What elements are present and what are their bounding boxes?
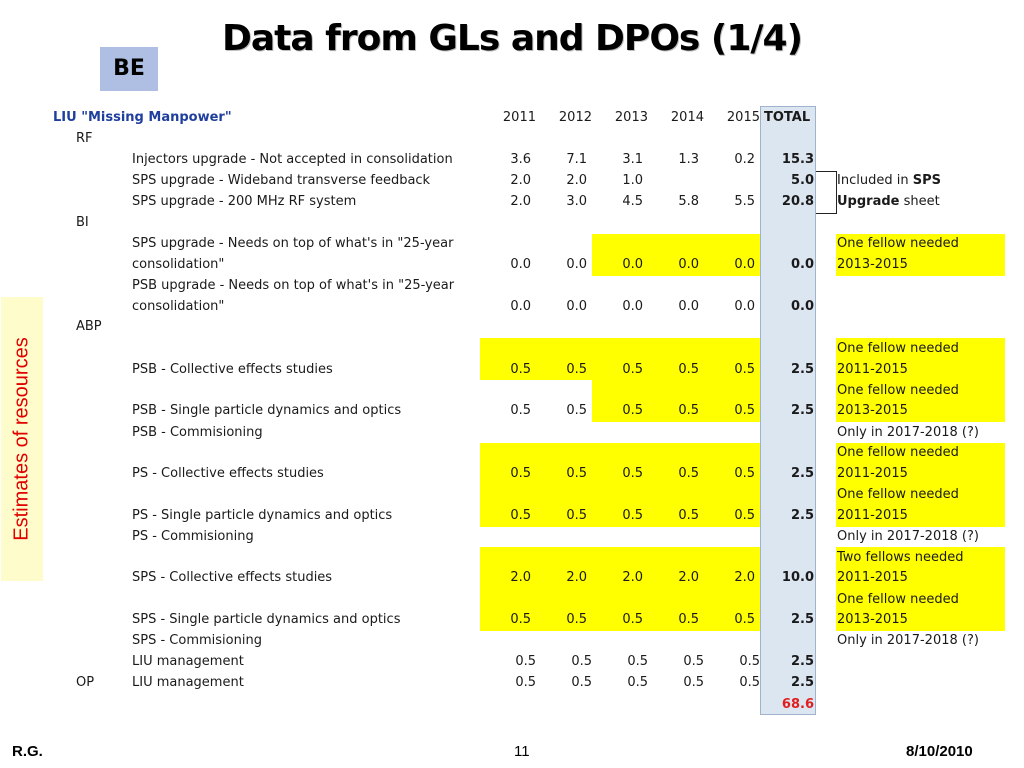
row-note-line1: One fellow needed — [837, 236, 959, 251]
row-note-line2: 2013-2015 — [837, 257, 908, 272]
row-note-line2: 2011-2015 — [837, 362, 908, 377]
row-value: 0.5 — [627, 675, 648, 690]
row-label: PSB - Commisioning — [132, 425, 263, 440]
footer-page-number: 11 — [514, 743, 530, 760]
row-label: PSB - Collective effects studies — [132, 362, 333, 377]
row-value: 0.5 — [510, 508, 531, 523]
row-value: 0.5 — [734, 508, 755, 523]
group-label-bi: BI — [76, 215, 89, 230]
row-label: LIU management — [132, 675, 244, 690]
row-value: 5.5 — [734, 194, 755, 209]
row-note-line1: One fellow needed — [837, 487, 959, 502]
row-note-line2: 2011-2015 — [837, 466, 908, 481]
row-value: 0.5 — [678, 466, 699, 481]
year-header: 2014 — [670, 110, 704, 125]
row-value: 2.0 — [622, 570, 643, 585]
row-value: 0.5 — [566, 612, 587, 627]
row-label: LIU management — [132, 654, 244, 669]
row-value: 0.5 — [566, 508, 587, 523]
rf-note-line2 — [837, 192, 940, 212]
row-value: 0.0 — [734, 299, 755, 314]
rf-note-bold1: SPS — [912, 173, 941, 188]
row-value: 1.0 — [622, 173, 643, 188]
table-header-label: LIU "Missing Manpower" — [53, 110, 232, 125]
row-value: 0.0 — [510, 299, 531, 314]
sidebar-label: Estimates of resources — [10, 337, 33, 541]
row-value: 3.1 — [622, 152, 643, 167]
row-value: 0.5 — [734, 403, 755, 418]
row-value: 0.5 — [678, 612, 699, 627]
row-value: 0.5 — [510, 403, 531, 418]
year-header: 2015 — [726, 110, 760, 125]
row-value: 2.0 — [510, 570, 531, 585]
group-label-abp: ABP — [76, 319, 102, 334]
row-value: 2.0 — [678, 570, 699, 585]
row-value: 2.0 — [510, 173, 531, 188]
row-value: 0.5 — [622, 362, 643, 377]
row-label: SPS upgrade - Wideband transverse feedback — [132, 173, 431, 188]
row-value: 0.5 — [515, 654, 536, 669]
row-value: 0.5 — [739, 654, 760, 669]
row-value: 0.5 — [739, 675, 760, 690]
row-value: 0.0 — [734, 257, 755, 272]
row-total: 2.5 — [790, 612, 814, 627]
row-total: 2.5 — [790, 403, 814, 418]
row-value: 0.5 — [510, 362, 531, 377]
row-note-line1: One fellow needed — [837, 383, 959, 398]
row-value: 2.0 — [734, 570, 755, 585]
row-label: SPS upgrade - 200 MHz RF system — [132, 194, 357, 209]
year-header: 2013 — [614, 110, 648, 125]
row-label-line1: SPS upgrade - Needs on top of what's in "25-year — [132, 236, 454, 251]
row-label: Injectors upgrade - Not accepted in consolidation — [132, 152, 453, 167]
row-value: 3.0 — [566, 194, 587, 209]
row-label-line1: PSB upgrade - Needs on top of what's in "25-year — [132, 278, 455, 293]
row-label-line2: consolidation" — [132, 257, 225, 272]
row-value: 7.1 — [566, 152, 587, 167]
row-label: SPS - Collective effects studies — [132, 570, 333, 585]
row-value: 0.5 — [734, 362, 755, 377]
row-value: 0.0 — [566, 257, 587, 272]
footer-author: R.G. — [12, 743, 43, 760]
row-value: 0.5 — [678, 403, 699, 418]
row-note-line1: One fellow needed — [837, 592, 959, 607]
row-total: 2.5 — [790, 675, 814, 690]
row-value: 0.5 — [683, 654, 704, 669]
row-value: 0.5 — [622, 612, 643, 627]
be-badge: BE — [100, 47, 158, 91]
footer-date: 8/10/2010 — [906, 743, 973, 760]
row-value: 0.5 — [622, 466, 643, 481]
total-header: TOTAL — [764, 110, 811, 125]
sidebar-label-box — [1, 297, 43, 581]
row-value: 2.0 — [510, 194, 531, 209]
row-value: 0.5 — [510, 466, 531, 481]
row-note-line2: 2011-2015 — [837, 570, 908, 585]
row-note-line2: 2013-2015 — [837, 612, 908, 627]
row-value: 0.5 — [571, 654, 592, 669]
row-label: PS - Commisioning — [132, 529, 254, 544]
row-note: Only in 2017-2018 (?) — [837, 529, 979, 544]
rf-note-pre: Included in — [837, 173, 913, 188]
row-value: 0.5 — [678, 362, 699, 377]
rf-note-bold2: Upgrade — [837, 194, 900, 209]
row-label: PSB - Single particle dynamics and optics — [132, 403, 402, 418]
row-label: SPS - Commisioning — [132, 633, 262, 648]
row-total: 2.5 — [790, 362, 814, 377]
row-value: 0.5 — [515, 675, 536, 690]
row-value: 0.5 — [566, 362, 587, 377]
row-label-line2: consolidation" — [132, 299, 225, 314]
row-value: 0.5 — [678, 508, 699, 523]
row-note-line2: 2013-2015 — [837, 403, 908, 418]
row-total: 5.0 — [790, 173, 814, 188]
row-total: 2.5 — [790, 508, 814, 523]
group-label-op: OP — [76, 675, 95, 690]
row-value: 0.0 — [678, 257, 699, 272]
row-total: 10.0 — [781, 570, 814, 585]
group-label-rf: RF — [76, 131, 93, 146]
row-label: PS - Single particle dynamics and optics — [132, 508, 393, 523]
row-value: 5.8 — [678, 194, 699, 209]
row-value: 0.0 — [510, 257, 531, 272]
rf-note-post: sheet — [899, 194, 940, 209]
row-value: 0.0 — [678, 299, 699, 314]
row-value: 0.5 — [566, 466, 587, 481]
row-value: 2.0 — [566, 173, 587, 188]
grand-total: 68.6 — [781, 697, 814, 712]
row-note-line1: One fellow needed — [837, 341, 959, 356]
row-value: 4.5 — [622, 194, 643, 209]
row-value: 0.0 — [622, 299, 643, 314]
row-value: 2.0 — [566, 570, 587, 585]
row-total: 2.5 — [790, 654, 814, 669]
row-total: 15.3 — [781, 152, 814, 167]
row-value: 3.6 — [510, 152, 531, 167]
row-total: 20.8 — [781, 194, 814, 209]
row-value: 0.0 — [566, 299, 587, 314]
row-note: Only in 2017-2018 (?) — [837, 425, 979, 440]
year-header: 2012 — [558, 110, 592, 125]
row-note-line1: One fellow needed — [837, 445, 959, 460]
row-value: 0.5 — [566, 403, 587, 418]
slide-title: Data from GLs and DPOs (1/4) — [221, 18, 803, 59]
row-value: 0.5 — [683, 675, 704, 690]
row-label: PS - Collective effects studies — [132, 466, 324, 481]
row-total: 2.5 — [790, 466, 814, 481]
row-value: 0.5 — [734, 612, 755, 627]
bracket — [816, 171, 837, 214]
row-value: 0.5 — [510, 612, 531, 627]
row-value: 0.5 — [622, 403, 643, 418]
year-header: 2011 — [502, 110, 536, 125]
row-total: 0.0 — [790, 299, 814, 314]
rf-note-line1 — [837, 171, 941, 191]
row-value: 0.5 — [571, 675, 592, 690]
row-value: 0.5 — [627, 654, 648, 669]
row-value: 0.5 — [734, 466, 755, 481]
row-value: 0.0 — [622, 257, 643, 272]
row-note-line1: Two fellows needed — [837, 550, 964, 565]
row-note-line2: 2011-2015 — [837, 508, 908, 523]
row-total: 0.0 — [790, 257, 814, 272]
row-label: SPS - Single particle dynamics and optics — [132, 612, 401, 627]
row-value: 1.3 — [678, 152, 699, 167]
row-value: 0.2 — [734, 152, 755, 167]
row-value: 0.5 — [622, 508, 643, 523]
row-note: Only in 2017-2018 (?) — [837, 633, 979, 648]
